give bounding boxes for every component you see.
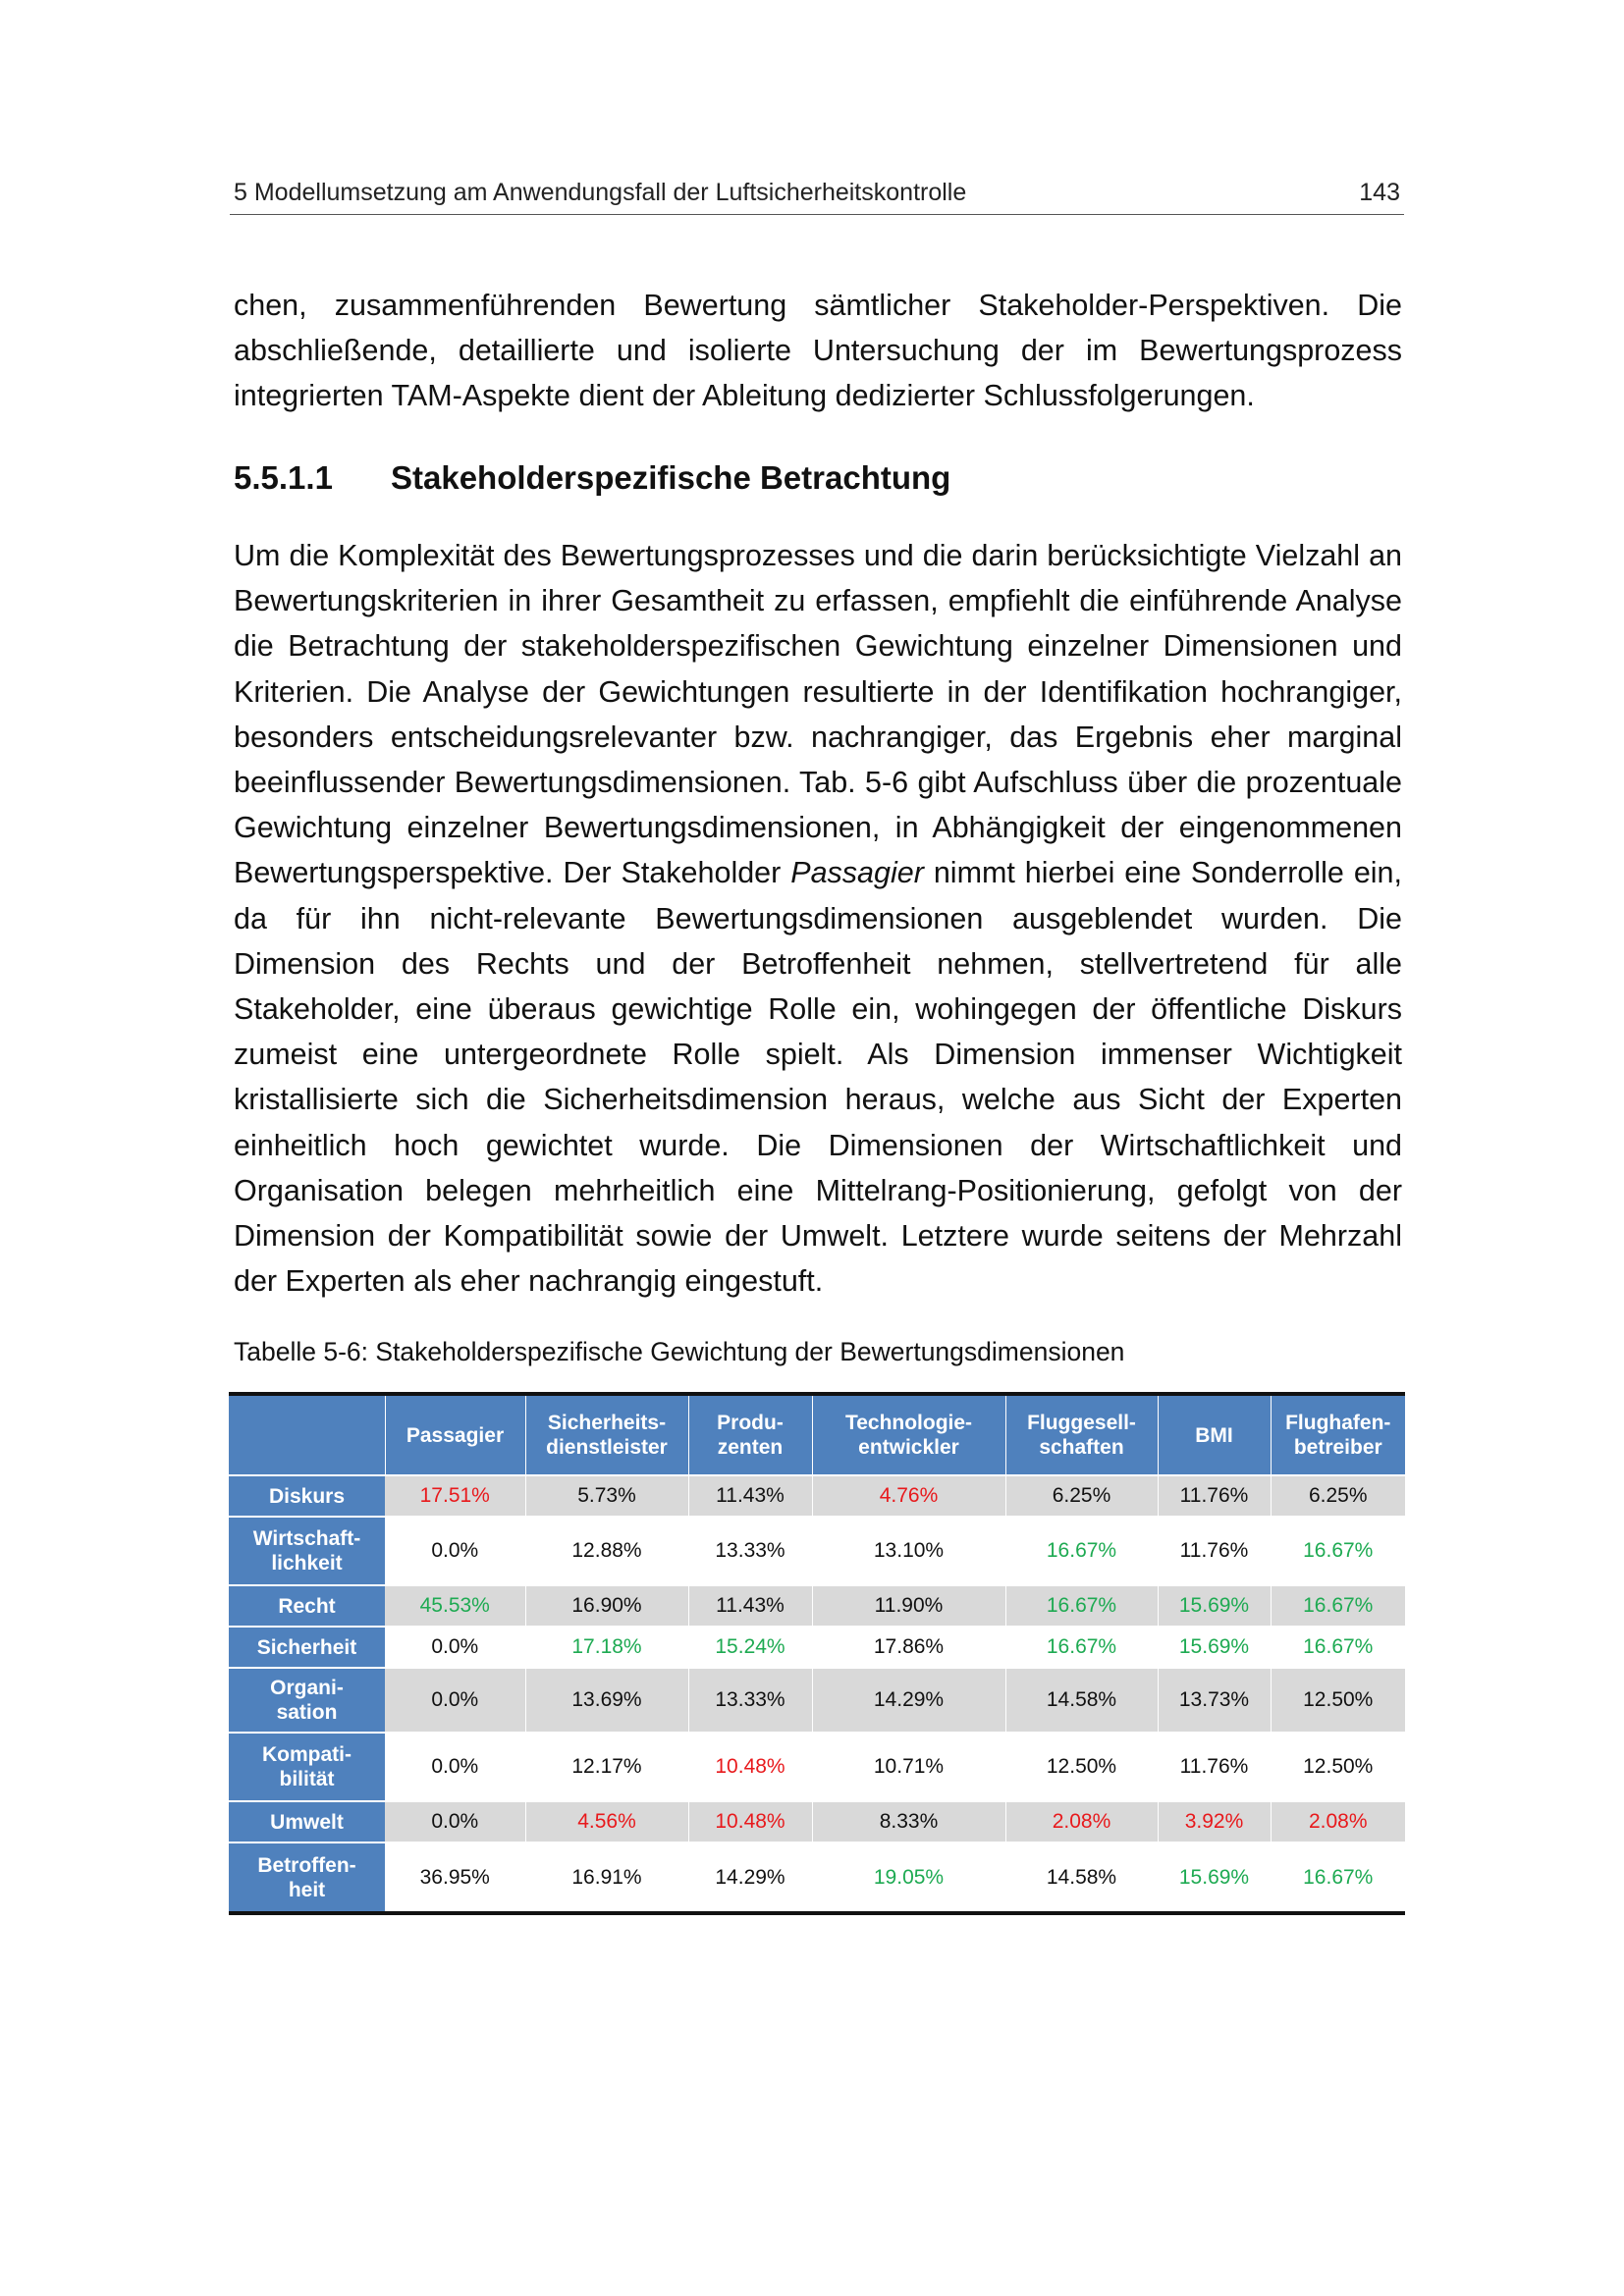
table-cell: 36.95% [419,1865,490,1889]
table-row [229,1733,1405,1801]
table-cell: 16.90% [525,1585,688,1627]
table-cell: 0.0% [385,1801,525,1842]
column-header: Technologie- entwickler [812,1396,1005,1475]
table-cell: 6.25% [1005,1475,1158,1517]
table-cell: 4.56% [525,1801,688,1842]
section-title: Stakeholderspezifische Betrachtung [391,459,951,496]
table-cell: 10.48% [688,1733,812,1801]
table-cell: 13.69% [525,1668,688,1733]
table-cell: 0.0% [431,1539,479,1562]
table-cell: 12.50% [1271,1733,1405,1801]
paragraph-body [234,533,1402,1304]
section-number: 5.5.1.1 [234,459,333,496]
row-header: Kompati- bilität [229,1733,385,1801]
table-cell: 11.43% [688,1475,812,1517]
table-cell: 14.29% [812,1668,1005,1733]
table-cell: 14.29% [688,1842,812,1911]
weighting-table [229,1392,1405,1915]
table-cell: 17.18% [525,1627,688,1668]
column-header: Fluggesell- schaften [1005,1396,1158,1475]
table-cell: 11.76% [1158,1733,1271,1801]
row-header: Organi- sation [229,1668,385,1733]
table-cell: 11.76% [1158,1475,1271,1517]
table-cell: 13.10% [812,1517,1005,1585]
table-caption: Tabelle 5-6: Stakeholderspezifische Gewichtung der Bewertungsdimensionen [234,1337,1125,1366]
paragraph-body-part2: nimmt hierbei eine Sonderrolle ein, da für ihn nicht-relevante Bewertungsdimensionen ausgeblendet wurden. Die Dimension des Rechts und der Betroffenheit nehmen, stellvertretend für alle Stakeholder, eine überaus gewichtige Rolle ein, wohingegen der öffentliche Diskurs zumeist eine untergeordnete Rolle spielt. Als Dimension immenser Wichtigkeit kristallisierte sich die Sicherheitsdimension heraus, welche aus Sicht der Experten einheitlich hoch gewichtet wurde. Die Dimensionen der Wirtschaftlichkeit und Organisation belegen mehrheitlich eine Mittelrang-Positionierung, gefolgt von der Dimension der Kompatibilität sowie der Umwelt. Letztere wurde seitens der Mehrzahl der Experten als eher nachrangig eingestuft. [234,856,1402,1299]
table-row [229,1475,1405,1517]
table-cell: 8.33% [812,1801,1005,1842]
table-cell: 16.67% [1271,1585,1405,1627]
table-cell: 19.05% [812,1842,1005,1911]
table-cell: 10.48% [688,1801,812,1842]
column-header: Flughafen- betreiber [1271,1396,1405,1475]
page-number: 143 [1359,179,1400,206]
table-row [229,1585,1405,1627]
paragraph-intro: chen, zusammenführenden Bewertung sämtlicher Stakeholder-Perspektiven. Die abschließende, detaillierte und isolierte Untersuchung der im Bewertungsprozess integrierten TAM-Aspekte dient der Ableitung dedizierter Schlussfolgerungen. [234,289,1402,413]
running-title: 5 Modellumsetzung am Anwendungsfall der Luftsicherheitskontrolle [234,179,967,206]
table-cell: 16.67% [1271,1517,1405,1585]
table-cell: 45.53% [385,1585,525,1627]
table-cell: 13.33% [688,1668,812,1733]
table-cell: 17.86% [812,1627,1005,1668]
table-cell: 15.69% [1158,1842,1271,1911]
table-cell: 11.76% [1158,1517,1271,1585]
table-cell: 5.73% [525,1475,688,1517]
table-cell: 0.0% [385,1668,525,1733]
table-row [229,1627,1405,1668]
table-cell: 16.91% [525,1842,688,1911]
section-heading [234,459,950,497]
table-cell: 2.08% [1271,1801,1405,1842]
table-cell: 11.90% [812,1585,1005,1627]
table-cell: 16.67% [1271,1842,1405,1911]
table-row [229,1517,1405,1585]
stakeholder-passagier: Passagier [790,856,924,890]
row-header: Sicherheit [229,1627,385,1668]
table-cell: 17.51% [385,1475,525,1517]
table-cell: 13.33% [688,1517,812,1585]
row-header: Betroffen- heit [229,1842,385,1911]
table-cell: 4.76% [812,1475,1005,1517]
row-header: Wirtschaft- lichkeit [229,1517,385,1585]
row-header: Recht [229,1585,385,1627]
table-cell: 14.58% [1005,1842,1158,1911]
paragraph-body-part1: Um die Komplexität des Bewertungsprozesses und die darin berücksichtigte Vielzahl an Bewertungskriterien in ihrer Gesamtheit zu erfassen, empfiehlt die einführende Analyse die Betrachtung der stakeholderspezifischen Gewichtung einzelner Dimensionen und Kriterien. Die Analyse der Gewichtungen resultierte in der Identifikation hochrangiger, besonders entscheidungsrelevanter bzw. nachrangiger, das Ergebnis eher marginal beeinflussender Bewertungsdimensionen. Tab. 5-6 gibt Aufschluss über die prozentuale Gewichtung einzelner Bewertungsdimensionen, in Abhängigkeit der eingenommenen Bewertungsperspektive. Der Stakeholder [234,539,1402,890]
table-header-row [229,1396,1405,1475]
table-cell: 10.71% [812,1733,1005,1801]
table-cell: 16.67% [1271,1627,1405,1668]
table-cell: 11.43% [688,1585,812,1627]
table-cell: 2.08% [1005,1801,1158,1842]
column-header: Sicherheits- dienstleister [525,1396,688,1475]
table-row [229,1668,1405,1733]
table-cell: 0.0% [431,1635,479,1658]
table-cell: 12.17% [525,1733,688,1801]
column-header: Passagier [385,1396,525,1475]
table-cell: 6.25% [1271,1475,1405,1517]
row-header: Umwelt [229,1801,385,1842]
table-cell: 14.58% [1005,1668,1158,1733]
table-cell: 12.50% [1005,1733,1158,1801]
table-cell: 0.0% [431,1755,479,1778]
page-header [230,179,1404,215]
table-cell: 13.73% [1158,1668,1271,1733]
table-cell: 15.69% [1158,1585,1271,1627]
table-cell: 15.24% [688,1627,812,1668]
table-row [229,1842,1405,1911]
table-row [229,1801,1405,1842]
column-header: Produ- zenten [688,1396,812,1475]
row-header: Diskurs [229,1475,385,1517]
table-cell: 15.69% [1158,1627,1271,1668]
table-cell: 12.88% [525,1517,688,1585]
table-cell: 12.50% [1271,1668,1405,1733]
table-cell: 3.92% [1158,1801,1271,1842]
column-header: BMI [1158,1396,1271,1475]
table-cell: 16.67% [1005,1517,1158,1585]
table-cell: 16.67% [1005,1627,1158,1668]
corner-cell [229,1396,385,1475]
table-cell: 16.67% [1005,1585,1158,1627]
